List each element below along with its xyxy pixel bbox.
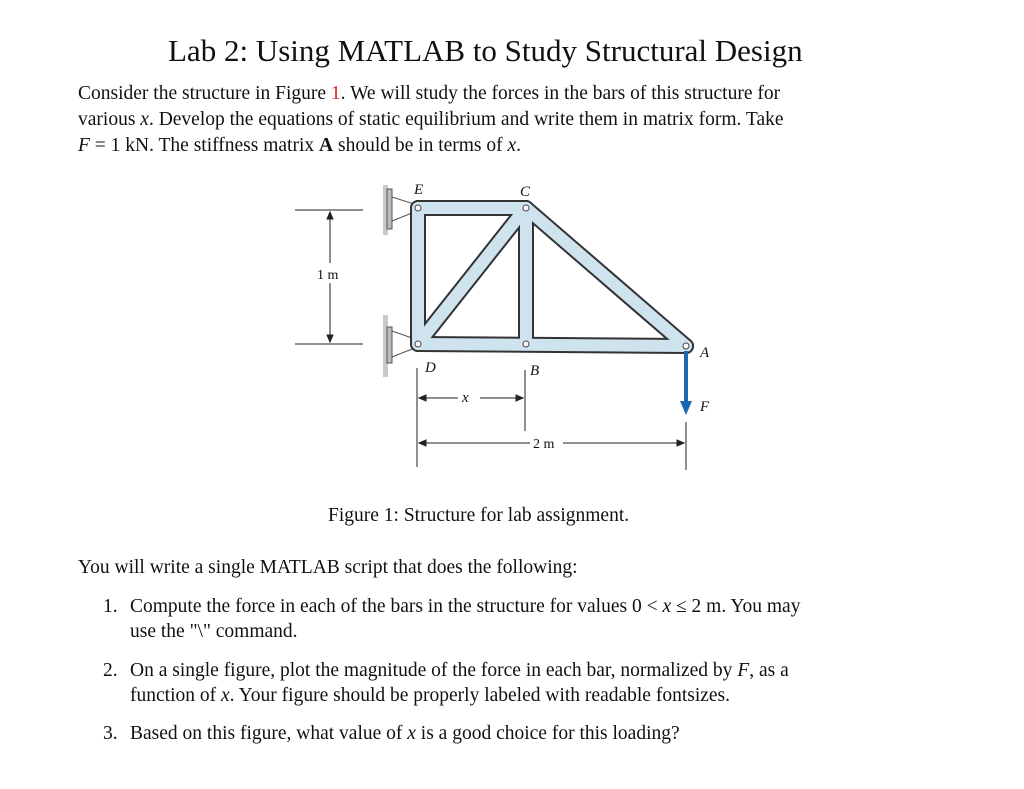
text: is a good choice for this loading? — [415, 723, 680, 744]
label-E: E — [414, 182, 424, 198]
truss-figure — [290, 175, 730, 475]
label-C: C — [520, 184, 531, 200]
text: . Your figure should be properly labeled with readable fontsizes. — [229, 685, 731, 706]
task-2-number: 2. — [103, 660, 118, 681]
math-x: x — [140, 109, 149, 130]
text: . — [516, 135, 522, 156]
task-2-line-2 — [130, 685, 730, 707]
intro-line-3 — [78, 135, 521, 157]
task-1-number: 1. — [103, 596, 118, 617]
intro-line-1 — [78, 83, 780, 105]
label-F: F — [700, 399, 710, 415]
math-x: x — [220, 685, 230, 706]
intro-line-2 — [78, 109, 784, 131]
math-A: A — [319, 135, 334, 156]
text: On a single figure, plot the magnitude of the force in each bar, normalized by — [130, 660, 738, 681]
truss-bars — [415, 205, 689, 349]
page-title: Lab 2: Using MATLAB to Study Structural Design — [168, 33, 803, 68]
task-2-line-1 — [130, 660, 789, 682]
text: should be in terms of — [333, 135, 508, 156]
math-x: x — [407, 723, 416, 744]
math-x: x — [662, 596, 672, 617]
text: Consider the structure in Figure — [78, 83, 331, 104]
label-B: B — [530, 363, 540, 379]
task-3-number: 3. — [103, 723, 118, 744]
label-height: 1 m — [317, 268, 339, 283]
text: Compute the force in each of the bars in the structure for values 0 < — [130, 596, 663, 617]
math-F: F — [78, 135, 90, 156]
text: ≤ 2 m. You may — [671, 596, 801, 617]
label-D: D — [425, 360, 436, 376]
math-F: F — [737, 660, 750, 681]
tasks-intro: You will write a single MATLAB script that does the following: — [78, 557, 578, 578]
wall-supports — [383, 185, 414, 377]
force-arrow — [680, 351, 692, 415]
label-length: 2 m — [533, 437, 555, 452]
math-x: x — [507, 135, 517, 156]
text: function of — [130, 685, 221, 706]
text: various — [78, 109, 141, 130]
text: . Develop the equations of static equilibrium and write them in matrix form. Take — [148, 109, 784, 130]
figure-caption: Figure 1: Structure for lab assignment. — [328, 505, 630, 526]
task-3-line-1 — [130, 723, 680, 745]
text: , as a — [749, 660, 789, 681]
label-x: x — [462, 390, 469, 406]
label-A: A — [700, 345, 710, 361]
text: . We will study the forces in the bars of this structure for — [340, 83, 781, 104]
text: Based on this figure, what value of — [130, 723, 408, 744]
figure-reference-link[interactable]: 1 — [330, 83, 341, 104]
task-1-line-1 — [130, 596, 800, 618]
text: = 1 kN. The stiffness matrix — [89, 135, 320, 156]
task-1-line-2: use the "\" command. — [130, 621, 298, 642]
